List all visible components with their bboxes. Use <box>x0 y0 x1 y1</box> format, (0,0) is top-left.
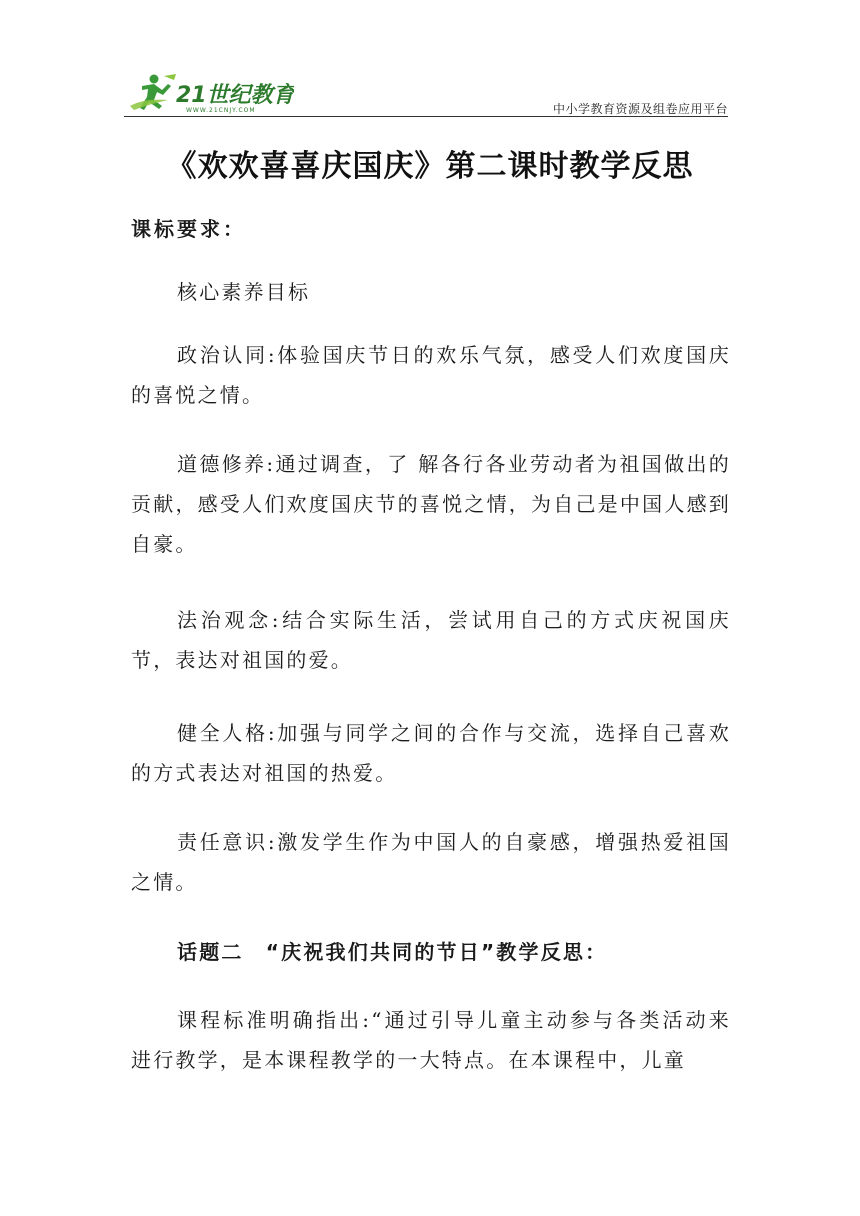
paragraph-political-identity: 政治认同:体验国庆节日的欢乐气氛，感受人们欢度国庆的喜悦之情。 <box>131 343 731 407</box>
section-heading: 课标要求： <box>131 217 246 241</box>
paragraph-curriculum-standard: 课程标准明确指出:“通过引导儿童主动参与各类活动来进行教学，是本课程教学的一大特点。在本课程中，儿童 <box>131 1008 731 1072</box>
site-logo[interactable] <box>124 70 294 114</box>
paragraph-rule-of-law: 法治观念:结合实际生活，尝试用自己的方式庆祝国庆节，表达对祖国的爱。 <box>131 608 731 672</box>
svg-text:WWW.21CNJY.COM: WWW.21CNJY.COM <box>186 107 256 114</box>
paragraph-responsibility: 责任意识:激发学生作为中国人的自豪感，增强热爱祖国之情。 <box>131 830 731 894</box>
paragraph-moral-cultivation: 道德修养:通过调查，了 解各行各业劳动者为祖国做出的贡献，感受人们欢度国庆节的喜悦之情，为自己是中国人感到自豪。 <box>131 452 731 556</box>
document-title: 《欢欢喜喜庆国庆》第二课时教学反思 <box>166 149 694 184</box>
svg-text:21世纪教育: 21世纪教育 <box>176 83 294 108</box>
paragraph-core-goals: 核心素养目标 <box>177 280 311 304</box>
site-tagline: 中小学教育资源及组卷应用平台 <box>552 102 728 116</box>
topic-two-heading: 话题二 “庆祝我们共同的节日”教学反思： <box>177 940 608 964</box>
page-header <box>124 66 728 118</box>
paragraph-personality: 健全人格:加强与同学之间的合作与交流，选择自己喜欢的方式表达对祖国的热爱。 <box>131 721 731 785</box>
logo-graphic <box>124 70 294 114</box>
header-divider <box>124 116 728 117</box>
